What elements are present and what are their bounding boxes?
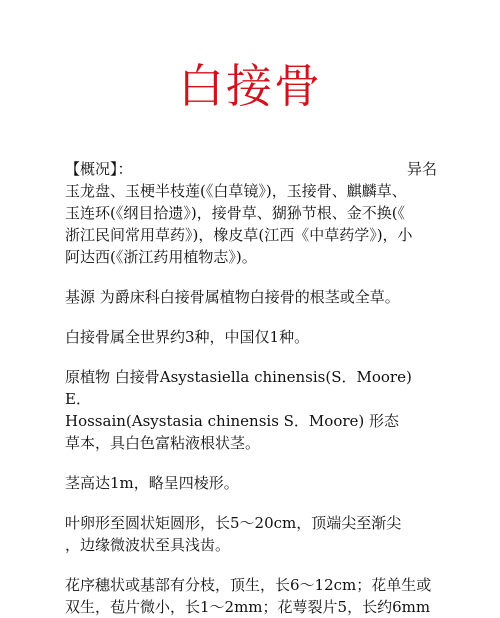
leaf-paragraph [65,512,437,556]
article-body [65,158,437,618]
paragraph-line: 茎高达1m，略呈四棱形。 [65,474,239,492]
alias-line: 玉龙盘、玉梗半枝莲(《白草镜》)，玉接骨、麒麟草、 [65,182,407,200]
paragraph-line: 白接骨属全世界约3种，中国仅1种。 [65,328,310,346]
stem-paragraph [65,472,437,494]
overview-section [65,158,437,268]
paragraph-line: 花序穗状或基部有分枝，顶生，长6～12cm；花单生或 [65,576,432,594]
paragraph-line: ，边缘微波状至具浅齿。 [65,536,231,554]
source-paragraph [65,286,437,308]
genus-paragraph [65,326,437,348]
paragraph-line: 双生，苞片微小，长1～2mm；花萼裂片5，长约6mm [65,598,431,616]
paragraph-line: Hossain(Asystasia chinensis S．Moore) 形态 [65,412,400,430]
alias-line: 玉连环(《纲目拾遗》)，接骨草、猢狲节根、金不换(《 [65,204,406,222]
plant-paragraph [65,366,437,454]
paragraph-line: 原植物 白接骨Asystasiella chinensis(S．Moore)E． [65,368,412,408]
alias-label: 异名 [406,160,437,178]
alias-line: 浙江民间常用草药》)，橡皮草(江西《中草药学》)，小 [65,226,413,244]
paragraph-line: 草本，具白色富粘液根状茎。 [65,434,261,452]
overview-heading-line [65,158,437,180]
paragraph-line: 基源 为爵床科白接骨属植物白接骨的根茎或全草。 [65,288,400,306]
page-title: 白接骨 [178,59,322,113]
paragraph-line: 叶卵形至圆状矩圆形，长5～20cm，顶端尖至渐尖 [65,514,402,532]
inflorescence-paragraph [65,574,437,618]
alias-line: 阿达西(《浙江药用植物志》)。 [65,248,257,266]
overview-label: 【概况】： [65,160,133,178]
